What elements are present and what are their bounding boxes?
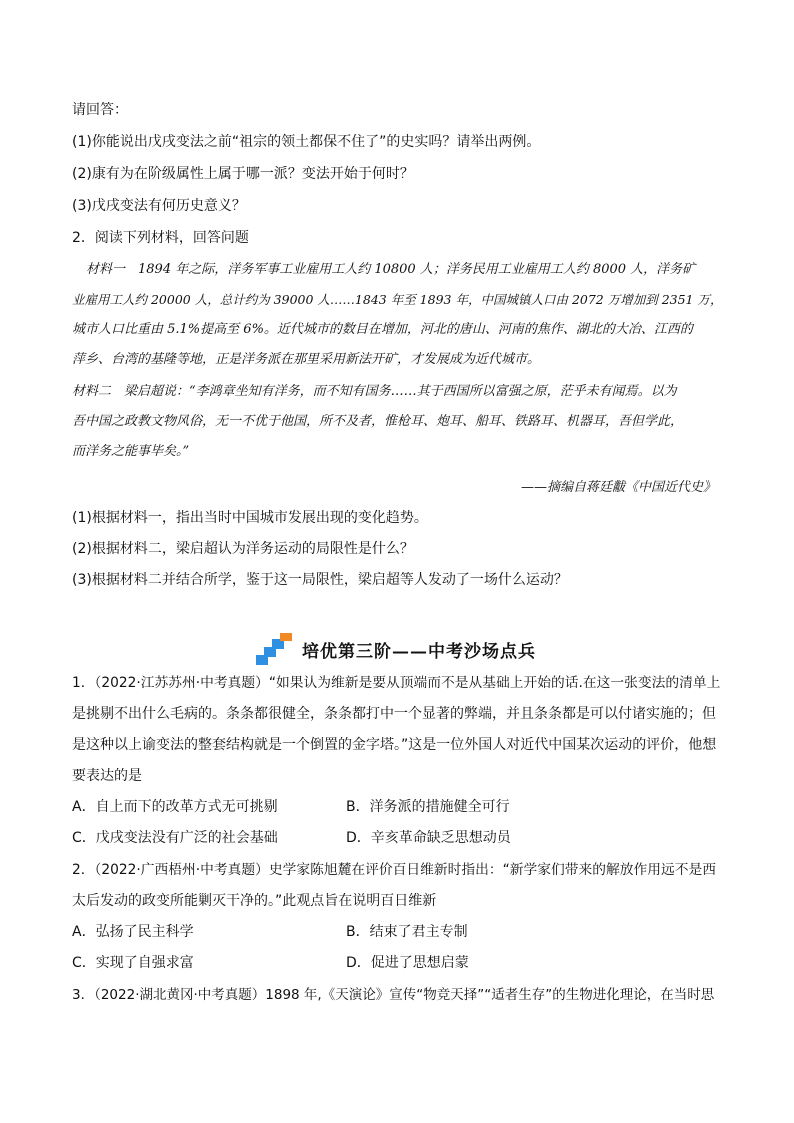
material1-line: 萍乡、台湾的基隆等地，正是洋务派在那里采用新法开矿，才发展成为近代城市。 [72,352,541,367]
question-2-2: (2)根据材料二，梁启超认为洋务运动的局限性是什么？ [72,541,414,557]
material2-line: 而洋务之能事毕矣。” [72,444,190,459]
exam-q3-line: 3．（2022·湖北黄冈·中考真题）1898 年,《天演论》宣传“物竞天择”“适者生存”的生物进化理论，在当时思 [72,987,715,1003]
exam-q1-option-d: D．辛亥革命缺乏思想动员 [346,830,511,846]
exam-q2-option-b: B．结束了君主专制 [346,924,468,940]
question-2-1: (1)根据材料一，指出当时中国城市发展出现的变化趋势。 [72,510,428,526]
section-heading [256,632,536,666]
exam-q2-line: 2．（2022·广西梧州·中考真题）史学家陈旭麓在评价百日维新时指出：“新学家们带来的解放作用远不是西 [72,862,716,878]
exam-q1-option-c: C．戊戌变法没有广泛的社会基础 [72,830,278,846]
material1-line: 城市人口比重由 5.1%提高至 6%。近代城市的数目在增加，河北的唐山、河南的焦作、湖北的大冶、江西的 [72,322,693,337]
exam-q1-line: 1．（2022·江苏苏州·中考真题）“如果认为维新是要从顶端而不是从基础上开始的话.在这一张变法的清单上 [72,675,721,691]
question-1-1: (1)你能说出戊戌变法之前“祖宗的领土都保不住了”的史实吗？请举出两例。 [72,134,541,150]
stairs-icon [256,633,294,665]
exam-q2-line: 太后发动的政变所能剿灭干净的。”此观点旨在说明百日维新 [72,893,437,909]
question-2-title: 2．阅读下列材料，回答问题 [72,230,249,246]
material-source: ——摘编自蒋廷黻《中国近代史》 [520,480,716,495]
exam-q2-option-d: D．促进了思想启蒙 [346,955,469,971]
question-2-3: (3)根据材料二并结合所学，鉴于这一局限性，梁启超等人发动了一场什么运动？ [72,572,568,588]
answer-prompt: 请回答： [72,102,128,118]
question-1-2: (2)康有为在阶级属性上属于哪一派？变法开始于何时？ [72,166,414,182]
section-title: 培优第三阶——中考沙场点兵 [302,641,536,662]
exam-q2-option-c: C．实现了自强求富 [72,955,194,971]
material1-line: 业雇用工人约 20000 人，总计约为 39000 人……1843 年至 1893 年，中国城镇人口由 2072 万增加到 2351 万， [72,292,723,307]
material2-line: 材料二 梁启超说：“李鸿章坐知有洋务，而不知有国务……其于西国所以富强之原，茫乎未有闻焉。以为 [72,384,677,399]
question-1-3: (3)戊戌变法有何历史意义？ [72,198,246,214]
exam-q1-line: 要表达的是 [72,768,142,784]
exam-q2-option-a: A．弘扬了民主科学 [72,924,194,940]
exam-q1-option-a: A．自上而下的改革方式无可挑剔 [72,799,278,815]
material2-line: 吾中国之政教文物风俗，无一不优于他国，所不及者，惟枪耳、炮耳、船耳、铁路耳、机器耳，吾但学此， [72,414,684,429]
material1-line: 材料一 1894 年之际，洋务军事工业雇用工人约 10800 人；洋务民用工业雇用工人约 8000 人，洋务矿 [86,262,696,277]
exam-q1-line: 是挑剔不出什么毛病的。条条都很健全，条条都打中一个显著的弊端，并且条条都是可以付诸实施的；但 [72,706,716,722]
exam-q1-option-b: B．洋务派的措施健全可行 [346,799,510,815]
exam-q1-line: 是这种以上谕变法的整套结构就是一个倒置的金字塔。”这是一位外国人对近代中国某次运动的评价，他想 [72,737,717,753]
